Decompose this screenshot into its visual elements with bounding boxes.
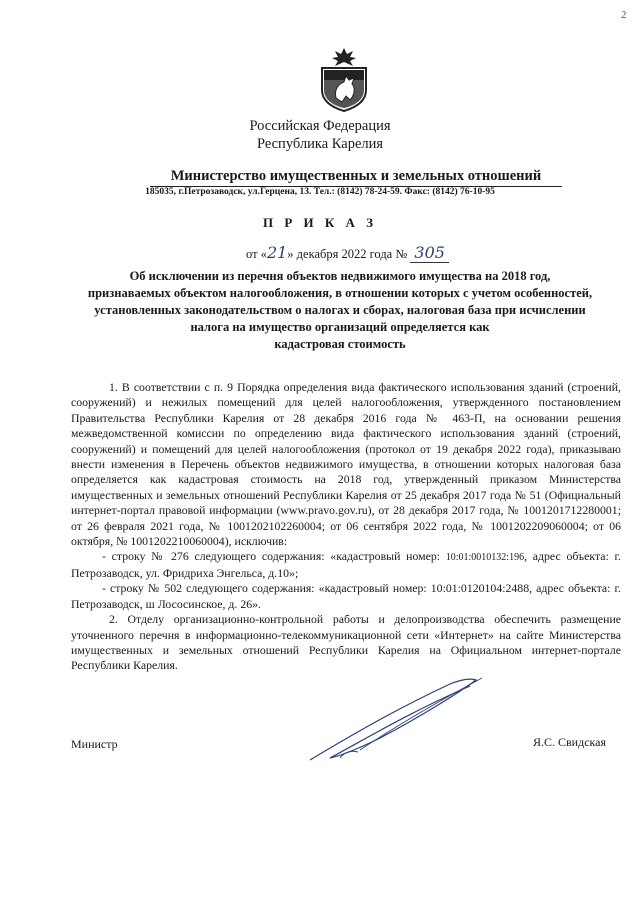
order-number: 305	[410, 243, 449, 263]
page-marker: 2	[621, 9, 627, 21]
title-line: признаваемых объектом налогообложения, в отношении которых с учетом особенностей,	[87, 286, 593, 300]
document-type: П Р И К А З	[262, 215, 378, 230]
title-line: Об исключении из перечня объектов недвижимого имущества на 2018 год,	[129, 269, 551, 283]
ministry-name: Министерство имущественных и земельных отношений	[150, 168, 562, 187]
document-body	[71, 380, 621, 674]
coat-of-arms-icon	[316, 46, 372, 112]
signer-role: Министр	[71, 737, 118, 751]
signature-scribble	[300, 672, 490, 767]
paragraph-2: 2. Отделу организационно-контрольной работы и делопроизводства обеспечить размещение уточненного перечня в информационно-телекоммуникационной сети «Интернет» на сайте Министерства имущественных и земельных отношений Республики Карелия на Официальном интернет-портале Республики Карелия.	[71, 612, 621, 673]
date-prefix: от «	[246, 247, 267, 261]
ministry-address: 185035, г.Петрозаводск, ул.Герцена, 13. Тел.: (8142) 78-24-59. Факс: (8142) 76-10-95	[145, 187, 495, 197]
paragraph-1: 1. В соответствии с п. 9 Порядка определения вида фактического использования зданий (строений, сооружений) и нежилых помещений для целей налогообложения, утвержденного постановлением Правительства Республики Карелия от 28 декабря 2016 года № 463-П, на основании решения межведомственной комиссии по определению вида фактического использования зданий (строений, сооружений) и помещений для целей налогообложения (протокол от 19 декабря 2022 года), приказываю внести изменения в Перечень объектов недвижимого имущества, в отношении которых налоговая база определяется как кадастровая стоимость на 2018 год, утвержденный приказом Министерства имущественных и земельных отношений Республики Карелия от 25 декабря 2017 года № 51 (Официальный интернет-портал правовой информации (www.pravo.gov.ru), от 28 декабря 2017 года, № 1001201712280001; от 26 февраля 2021 года, № 1001202102260004; от 06 сентября 2022 года, № 1001202209060004; от 06 октября, № 1001202210060004), исключив:	[71, 380, 621, 549]
date-middle: » декабря 2022 года №	[287, 247, 408, 261]
title-line: кадастровая стоимость	[274, 337, 406, 351]
excluded-item-2: - строку № 502 следующего содержания: «кадастровый номер: 10:01:0120104:2488, адрес объекта: г. Петрозаводск, ш Лососинское, д. 26».	[71, 581, 621, 611]
excluded-item-1: - строку № 276 следующего содержания: «кадастровый номер: 10:01:0010132:196, адрес объекта: г. Петрозаводск, ул. Фридриха Энгельса, д.10»;	[71, 549, 621, 580]
signer-name: Я.С. Свидская	[533, 735, 607, 749]
date-day: 21	[266, 243, 288, 262]
date-line	[246, 243, 449, 262]
title-line: установленных законодательством о налогах и сборах, налоговая база при исчислении	[94, 303, 586, 317]
region-name: Республика Карелия	[256, 136, 384, 152]
cadastral-number: 10:01:0010132:196	[445, 552, 525, 564]
document-title	[60, 268, 620, 353]
country-name: Российская Федерация	[249, 118, 391, 134]
title-line: налога на имущество организаций определяется как	[190, 320, 490, 334]
